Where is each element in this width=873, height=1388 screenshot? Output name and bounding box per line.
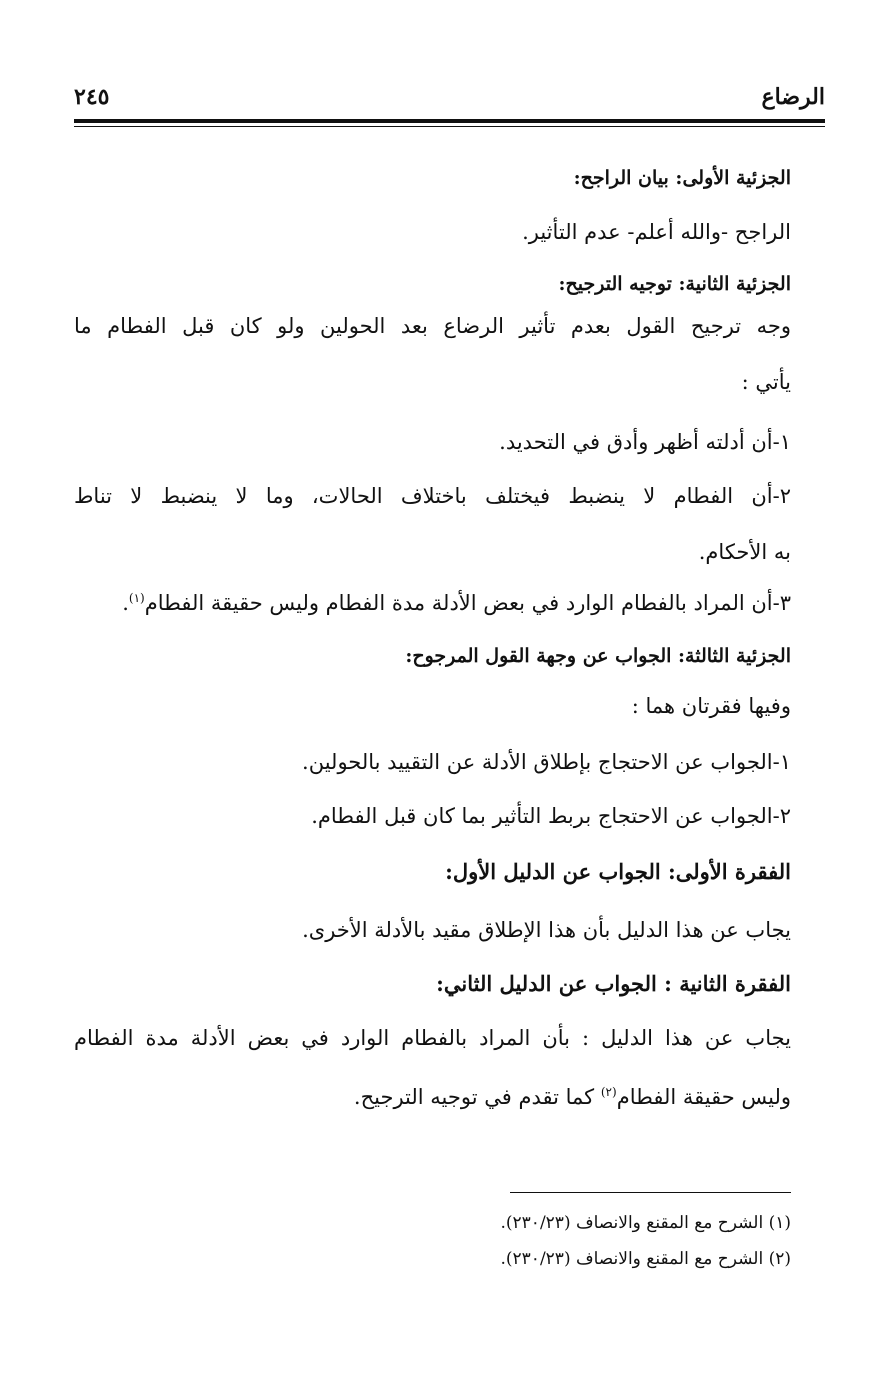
text-line — [74, 800, 791, 832]
text-line — [74, 216, 791, 248]
footnote-ref: (١) — [128, 591, 145, 605]
footnote-item: (٢) الشرح مع المقنع والانصاف (٢٣٠/٢٣). — [500, 1249, 791, 1269]
line-text: يجاب عن هذا الدليل بأن هذا الإطلاق مقيد بالأدلة الأخرى. — [302, 918, 791, 942]
line-text: الجزئية الثانية: توجيه الترجيح: — [558, 273, 791, 295]
line-text: به الأحكام. — [698, 540, 791, 564]
footnote-item: (١) الشرح مع المقنع والانصاف (٢٣٠/٢٣). — [500, 1213, 791, 1233]
section-heading — [74, 268, 791, 300]
line-text: الجزئية الثالثة: الجواب عن وجهة القول المرجوح: — [405, 645, 791, 667]
text-line — [74, 914, 791, 946]
text-line — [74, 480, 791, 512]
line-text: ٣-أن المراد بالفطام الوارد في بعض الأدلة مدة الفطام وليس حقيقة الفطام — [144, 591, 791, 615]
running-header — [74, 84, 825, 118]
section-heading — [74, 856, 791, 888]
text-line — [74, 746, 791, 778]
line-suffix: كما تقدم في توجيه الترجيح. — [353, 1085, 601, 1109]
line-text: الفقرة الأولى: الجواب عن الدليل الأول: — [445, 859, 791, 884]
section-heading — [74, 640, 791, 672]
footnote-separator — [510, 1192, 791, 1193]
text-line — [74, 1076, 791, 1113]
line-text: الجزئية الأولى: بيان الراجح: — [573, 167, 791, 189]
line-text: يأتي : — [741, 370, 791, 394]
line-text: الفقرة الثانية : الجواب عن الدليل الثاني: — [436, 971, 791, 996]
line-text: الراجح -والله أعلم- عدم التأثير. — [522, 220, 791, 244]
footnote-ref: (٢) — [600, 1085, 617, 1099]
line-text: وليس حقيقة الفطام — [616, 1085, 791, 1109]
text-line — [74, 582, 791, 619]
line-text: ٢-الجواب عن الاحتجاج بربط التأثير بما كان قبل الفطام. — [311, 804, 791, 828]
section-heading — [74, 968, 791, 1000]
text-line — [74, 366, 791, 398]
line-text: يجاب عن هذا الدليل : بأن المراد بالفطام الوارد في بعض الأدلة مدة الفطام — [74, 1026, 791, 1050]
page-number: ٢٤٥ — [74, 84, 110, 110]
line-text: وجه ترجيح القول بعدم تأثير الرضاع بعد الحولين ولو كان قبل الفطام ما — [74, 314, 791, 338]
line-text: ٢-أن الفطام لا ينضبط فيختلف باختلاف الحالات، وما لا ينضبط لا تناط — [74, 484, 791, 508]
text-line — [74, 690, 791, 722]
text-line — [74, 1022, 791, 1054]
text-line — [74, 536, 791, 568]
text-line — [74, 310, 791, 342]
line-text: ١-أن أدلته أظهر وأدق في التحديد. — [499, 430, 791, 454]
line-text: وفيها فقرتان هما : — [631, 694, 791, 718]
chapter-title: الرضاع — [761, 84, 825, 110]
header-rule-thick — [74, 119, 825, 123]
header-rule-thin — [74, 126, 825, 127]
line-suffix: . — [122, 591, 129, 615]
section-heading — [74, 162, 791, 194]
text-line — [74, 426, 791, 458]
line-text: ١-الجواب عن الاحتجاج بإطلاق الأدلة عن التقييد بالحولين. — [302, 750, 791, 774]
